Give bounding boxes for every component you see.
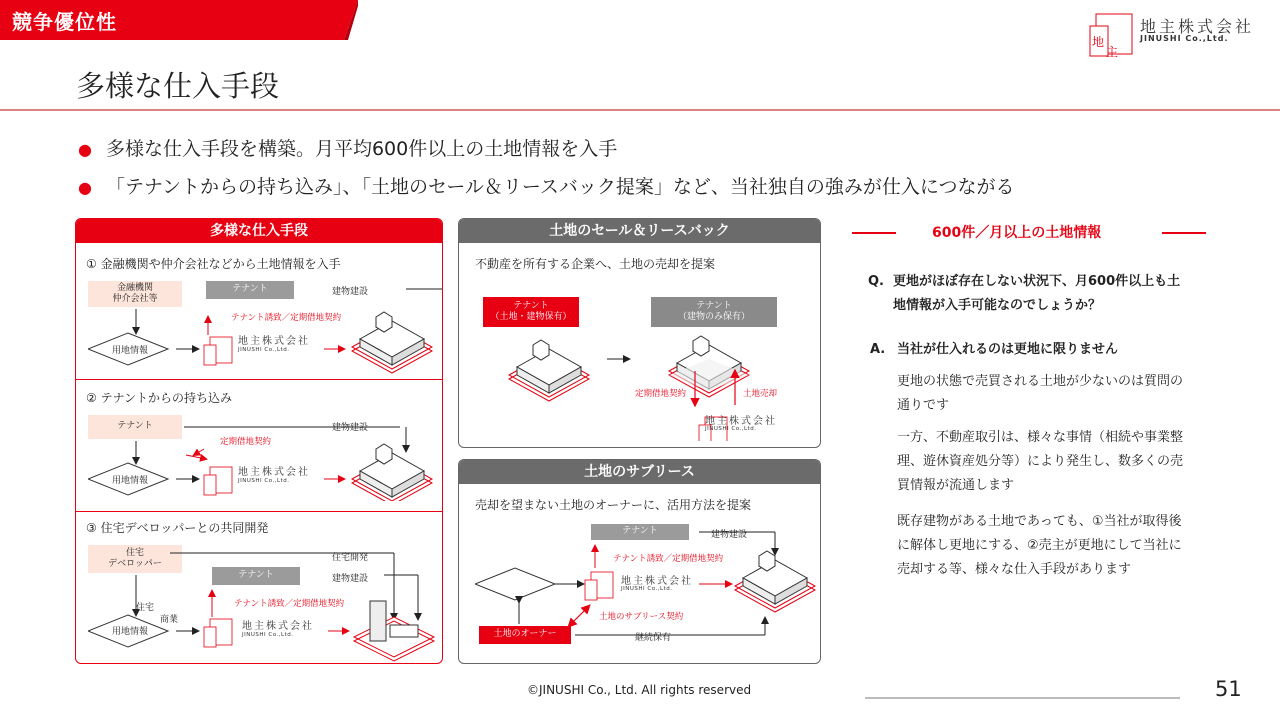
contract-label: テナント誘致／定期借地契約 bbox=[234, 599, 345, 609]
panel-description: 売却を望まない土地のオーナーに、活用方法を提案 bbox=[475, 498, 752, 512]
answer-paragraph: 既存建物がある土地であっても、①当社が取得後に解体し更地にする、②売主が更地にして当社に売却する等、様々な仕入手段があります bbox=[897, 514, 1182, 577]
section-heading: ② テナントからの持ち込み bbox=[86, 391, 232, 405]
mini-logo-sub: JINUSHI Co.,Ltd. bbox=[242, 632, 294, 638]
sublease-contract-label: 土地のサブリース契約 bbox=[599, 612, 684, 622]
answer-paragraph: 一方、不動産取引は、様々な事情（相続や事業整理、遊休資産処分等）により発生し、数多くの売買情報が流通します bbox=[897, 430, 1184, 493]
answer-heading: 当社が仕入れるのは更地に限りません bbox=[897, 342, 1119, 357]
flow-diagram-1 bbox=[88, 277, 443, 377]
panel-title: 土地のサブリース bbox=[459, 460, 820, 484]
page-title: 多様な仕入手段 bbox=[76, 69, 280, 103]
residential-label: 住宅 bbox=[136, 603, 155, 613]
bullet-dot-icon: ● bbox=[78, 140, 92, 159]
question-prefix: Q. bbox=[868, 274, 884, 289]
bullet-item bbox=[78, 134, 617, 161]
tenant-box: テナント bbox=[212, 567, 300, 585]
mini-logo-name: 地主株式会社 bbox=[621, 576, 693, 587]
contract-label: テナント誘致／定期借地契約 bbox=[613, 554, 724, 564]
bullet-item bbox=[78, 172, 1015, 199]
panel-title: 多様な仕入手段 bbox=[76, 219, 442, 243]
mini-logo-name: 地主株式会社 bbox=[242, 621, 314, 632]
tenant-source-box: テナント bbox=[88, 415, 182, 439]
mini-logo-sub: JINUSHI Co.,Ltd. bbox=[621, 586, 673, 592]
question-text: 更地がほぼ存在しない状況下、月600件以上も土地情報が入手可能なのでしょうか？ bbox=[893, 274, 1181, 313]
build-label: 建物建設 bbox=[332, 574, 369, 584]
panel-title: 土地のセール＆リースバック bbox=[459, 219, 820, 243]
answer-paragraph: 更地の状態で売買される土地が少ないのは質問の通りです bbox=[897, 374, 1184, 413]
mini-logo-name: 地主株式会社 bbox=[705, 416, 777, 427]
tenant-after-box: テナント （建物のみ保有） bbox=[651, 297, 777, 327]
panel-description: 不動産を所有する企業へ、土地の売却を提案 bbox=[475, 257, 716, 271]
keep-holding-label: 継続保有 bbox=[635, 633, 672, 643]
house-dev-label: 住宅開発 bbox=[332, 553, 369, 563]
contract-label: テナント誘致／定期借地契約 bbox=[231, 313, 342, 323]
section-heading: ③ 住宅デベロッパーとの共同開発 bbox=[86, 521, 269, 535]
logo-sub: JINUSHI Co.,Ltd. bbox=[1140, 34, 1229, 43]
bullet-text: 多様な仕入手段を構築。月平均600件以上の土地情報を入手 bbox=[105, 138, 618, 160]
logo-mark-icon bbox=[1088, 12, 1134, 58]
logo-name: 地主株式会社 bbox=[1140, 17, 1255, 36]
section-divider bbox=[76, 511, 443, 512]
tenant-box: テナント bbox=[591, 524, 689, 540]
answer-prefix: A. bbox=[870, 342, 886, 357]
finance-broker-box: 金融機関 仲介会社等 bbox=[88, 281, 182, 307]
section-heading: ① 金融機関や仲介会社などから土地情報を入手 bbox=[86, 257, 341, 271]
mini-logo-sub: JINUSHI Co.,Ltd. bbox=[238, 478, 290, 484]
land-info-label: 用地情報 bbox=[111, 345, 148, 356]
copyright: ©JINUSHI Co., Ltd. All rights reserved bbox=[527, 683, 752, 697]
bullet-text: 「テナントからの持ち込み」、「土地のセール＆リースバック提案」など、当社独自の強みが仕入につながる bbox=[105, 176, 1015, 198]
land-owner-box: 土地のオーナー bbox=[479, 626, 571, 644]
company-logo bbox=[1088, 12, 1268, 60]
mini-logo-sub: JINUSHI Co.,Ltd. bbox=[705, 426, 757, 432]
mini-logo-name: 地主株式会社 bbox=[238, 467, 310, 478]
land-info-label: 用地情報 bbox=[111, 475, 148, 486]
tenant-box: テナント bbox=[206, 281, 294, 299]
sale-leaseback-panel bbox=[458, 218, 821, 448]
section-divider bbox=[76, 379, 443, 380]
footer-rule bbox=[865, 697, 1180, 699]
build-label: 建物建設 bbox=[332, 423, 369, 433]
commercial-label: 商業 bbox=[160, 615, 179, 625]
sublease-panel bbox=[458, 459, 821, 664]
mini-logo-sub: JINUSHI Co.,Ltd. bbox=[238, 347, 290, 353]
title-divider bbox=[0, 109, 1280, 111]
info-volume-heading: 600件／月以上の土地情報 bbox=[932, 225, 1102, 241]
build-label: 建物建設 bbox=[332, 287, 369, 297]
logo-mark-bottom: 主 bbox=[1106, 45, 1119, 58]
acquisition-methods-panel bbox=[75, 218, 443, 664]
section-tag-label: 競争優位性 bbox=[12, 10, 117, 34]
land-info-label: 用地情報 bbox=[111, 626, 148, 637]
flow-diagram-3 bbox=[88, 541, 443, 664]
tenant-before-box: テナント （土地・建物保有） bbox=[483, 297, 579, 327]
bullet-dot-icon: ● bbox=[78, 178, 92, 197]
build-label: 建物建設 bbox=[711, 530, 748, 540]
land-sale-label: 土地売却 bbox=[743, 389, 778, 399]
heading-rule-left bbox=[852, 232, 896, 234]
heading-rule-right bbox=[1162, 232, 1206, 234]
section-tag bbox=[0, 0, 358, 40]
lease-contract-label: 定期借地契約 bbox=[635, 389, 687, 399]
logo-mark-top: 地 bbox=[1092, 35, 1105, 49]
mini-logo-name: 地主株式会社 bbox=[238, 336, 310, 347]
flow-diagram-2 bbox=[88, 411, 443, 501]
page-number: 51 bbox=[1215, 677, 1242, 701]
developer-box: 住宅 デベロッパー bbox=[88, 545, 182, 573]
contract-label: 定期借地契約 bbox=[220, 437, 272, 447]
